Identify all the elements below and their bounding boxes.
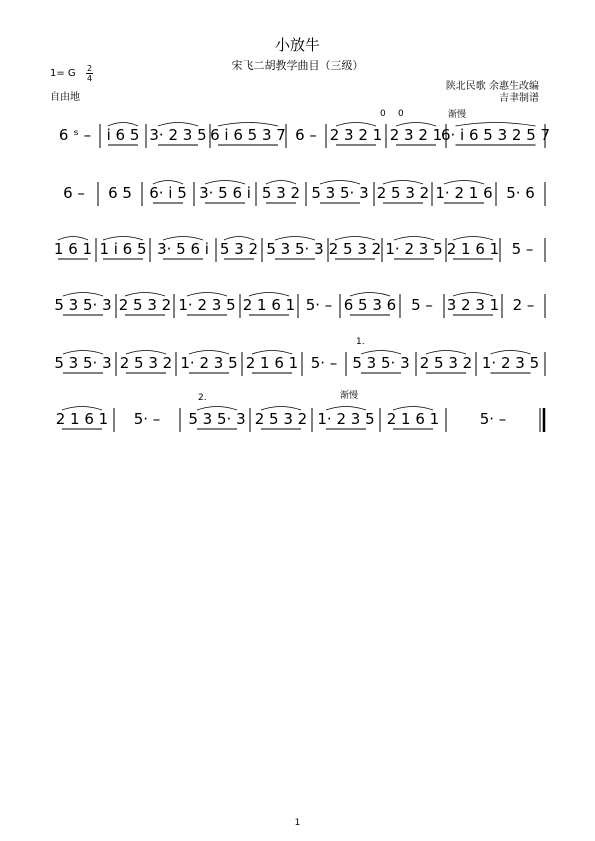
- score-line-svg: [0, 232, 595, 292]
- measure-3-3: [157, 237, 209, 260]
- measure-1-6: [330, 123, 382, 146]
- measure-notes: 2 –: [512, 296, 535, 314]
- measure-6-7: [480, 410, 507, 428]
- measure-notes: 5 3 2: [261, 184, 301, 202]
- measure-5-1: [54, 351, 111, 374]
- measure-2-2: [108, 184, 132, 202]
- measure-notes: 5 3 5· 3: [311, 184, 369, 202]
- credit-transcriber: 吉聿制谱: [499, 93, 539, 104]
- measure-4-3: [178, 293, 235, 316]
- measure-1-8: [441, 123, 550, 146]
- measure-notes: 6· i 6 5 3 2 5 7: [440, 126, 551, 144]
- measure-3-9: [512, 240, 534, 258]
- measure-notes: 2 3 2 1: [329, 126, 383, 144]
- measure-5-5: [311, 354, 338, 372]
- measure-3-7: [385, 237, 442, 260]
- score-line: [0, 337, 595, 406]
- measure-notes: 3· 5 6 i: [157, 240, 209, 258]
- score-line-svg: [0, 337, 595, 406]
- measure-3-6: [329, 237, 381, 260]
- measure-6-6: [387, 407, 439, 430]
- score-line-svg: [0, 109, 595, 178]
- measure-notes: 5 –: [511, 240, 534, 258]
- measure-notes: 3· 2 3 5: [149, 126, 207, 144]
- measure-3-4: [220, 237, 258, 260]
- measure-notes: 2 1 6 1: [386, 410, 440, 428]
- measure-5-7: [420, 351, 472, 374]
- measure-notes: 3· 5 6 i: [199, 184, 251, 202]
- measure-2-9: [506, 184, 535, 202]
- measure-notes: 5 3 5· 3: [188, 410, 246, 428]
- measure-notes: 2 5 3 2: [376, 184, 430, 202]
- measure-5-3: [180, 351, 237, 374]
- measure-5-2: [120, 351, 172, 374]
- measure-notes: 2 3 2 1: [389, 126, 443, 144]
- measure-1-4: [210, 123, 286, 146]
- volta-2-mark: 2.: [198, 393, 207, 403]
- score-line-svg: [0, 176, 595, 236]
- measure-notes: 2 1 6 1: [446, 240, 500, 258]
- score-line: [0, 109, 595, 178]
- measure-6-1: [56, 407, 108, 430]
- measure-notes: 1· 2 3 5: [317, 410, 375, 428]
- measure-4-7: [411, 296, 433, 314]
- measure-notes: 6 –: [295, 126, 317, 144]
- score-line: [0, 288, 595, 348]
- measure-4-6: [344, 293, 396, 316]
- measure-1-1: [59, 126, 91, 144]
- measure-2-5: [262, 181, 300, 204]
- measure-notes: 5 3 5· 3: [54, 296, 112, 314]
- measure-4-9: [513, 296, 535, 314]
- measure-notes: 2 5 3 2: [419, 354, 473, 372]
- measure-notes: 2 1 6 1: [245, 354, 299, 372]
- score-line-svg: [0, 391, 595, 462]
- measure-notes: 5· –: [310, 354, 338, 372]
- score-line: [0, 391, 595, 462]
- measure-notes: 5· –: [305, 296, 333, 314]
- tempo-change-mark: 渐慢: [340, 391, 359, 401]
- page-title: 小放牛: [274, 36, 320, 54]
- measure-1-3: [149, 123, 206, 146]
- key-signature: 1= G: [50, 68, 76, 79]
- open-string-mark: 0: [398, 109, 404, 119]
- measure-notes: 6 i 6 5 3 7: [210, 126, 286, 144]
- tempo-change-mark: 渐慢: [448, 110, 467, 120]
- measure-notes: 1· 2 3 5: [385, 240, 443, 258]
- measure-notes: 2 5 3 2: [254, 410, 308, 428]
- measure-1-7: [390, 123, 442, 146]
- measure-notes: 2 5 3 2: [328, 240, 382, 258]
- measure-notes: 1 i 6 5: [99, 240, 147, 258]
- measure-notes: 2 1 6 1: [242, 296, 296, 314]
- measure-2-6: [311, 181, 368, 204]
- measure-2-7: [377, 181, 429, 204]
- measure-notes: 1· 2 3 5: [178, 296, 236, 314]
- measure-notes: 2 5 3 2: [119, 354, 173, 372]
- measure-3-8: [447, 237, 499, 260]
- measure-notes: 2 1 6 1: [55, 410, 109, 428]
- measure-notes: 1· 2 1 6: [435, 184, 493, 202]
- measure-5-4: [246, 351, 298, 374]
- measure-notes: 1 6 1: [53, 240, 93, 258]
- measure-4-2: [119, 293, 171, 316]
- measure-notes: 5· 6: [506, 184, 535, 202]
- measure-3-2: [99, 237, 146, 260]
- volta-1-mark: 1.: [356, 337, 365, 347]
- measure-2-4: [199, 181, 251, 204]
- measure-6-4: [255, 407, 307, 430]
- measure-notes: 1· 2 3 5: [180, 354, 238, 372]
- measure-1-2: [107, 123, 140, 146]
- measure-notes: 1· 2 3 5: [481, 354, 540, 372]
- measure-notes: 5 –: [411, 296, 433, 314]
- credit-composer: 陕北民歌 余惠生改编: [445, 81, 539, 92]
- measure-notes: 6 –: [63, 184, 85, 202]
- measure-1-5: [295, 126, 317, 144]
- measure-5-6: [352, 351, 409, 374]
- measure-notes: 5· –: [133, 410, 161, 428]
- score-line: [0, 176, 595, 236]
- measure-notes: i 6 5: [106, 126, 140, 144]
- measure-notes: 6· i 5: [149, 184, 187, 202]
- measure-notes: 5 3 5· 3: [352, 354, 410, 372]
- measure-notes: 5 3 2: [219, 240, 259, 258]
- measure-2-3: [149, 181, 187, 204]
- measure-notes: 5 3 5· 3: [54, 354, 112, 372]
- measure-3-1: [54, 237, 92, 260]
- measure-5-8: [482, 351, 539, 374]
- measure-4-5: [306, 296, 333, 314]
- page-number: 1: [294, 818, 301, 828]
- score-line: [0, 232, 595, 292]
- time-signature-top: 2: [86, 64, 93, 73]
- measure-4-4: [243, 293, 295, 316]
- measure-6-3: [188, 407, 245, 430]
- measure-notes: 6 5 3 6: [343, 296, 397, 314]
- page-subtitle: 宋飞二胡教学曲目（三级）: [231, 59, 364, 72]
- time-signature: [86, 64, 93, 83]
- measure-6-2: [134, 410, 161, 428]
- time-signature-bottom: 4: [86, 74, 93, 83]
- measure-6-5: [317, 407, 374, 430]
- measure-notes: 6 5: [108, 184, 132, 202]
- tempo-marking: 自由地: [50, 92, 80, 103]
- measure-notes: 2 5 3 2: [118, 296, 172, 314]
- measure-4-1: [54, 293, 111, 316]
- measure-notes: 5 3 5· 3: [266, 240, 324, 258]
- score-line-svg: [0, 288, 595, 348]
- measure-4-8: [447, 293, 499, 316]
- measure-notes: 5· –: [479, 410, 507, 428]
- measure-2-1: [63, 184, 85, 202]
- open-string-mark: 0: [380, 109, 386, 119]
- measure-3-5: [266, 237, 323, 260]
- measure-2-8: [435, 181, 492, 204]
- measure-notes: 3 2 3 1: [446, 296, 500, 314]
- measure-notes: 6 ˢ –: [58, 126, 92, 144]
